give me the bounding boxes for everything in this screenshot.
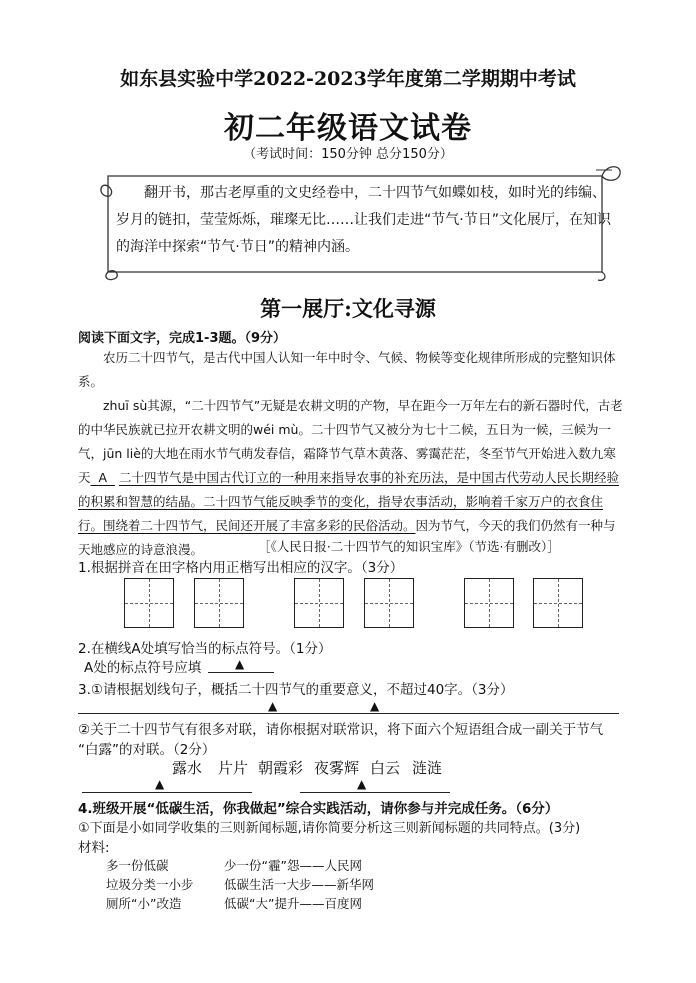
tianzige-box[interactable] [533,578,583,628]
answer-marker: ▲ [370,699,380,713]
phrase-2: 片片 [218,759,249,777]
material-right: 少一份“霾”怨——人民网 [224,858,362,873]
question-3b: ②关于二十四节气有很多对联，请你根据对联常识，将下面六个短语组合成一副关于节气 [78,722,604,738]
answer-line[interactable] [82,792,252,793]
question-3: 3.①请根据划线句子，概括二十四节气的重要意义，不超过40字。（3分） [78,682,514,698]
material-right: 低碳生活一大步——新华网 [224,877,375,892]
answer-marker: ▲ [268,699,278,713]
phrase-3: 朝霞彩 [258,759,304,777]
exam-info: （考试时间：150分钟 总分150分） [243,147,453,162]
phrase-1: 露水 [172,759,203,777]
material-left: 多一份低碳 [106,858,169,873]
intro-text: 翻开书，那古老厚重的文史经卷中，二十四节气如蝶如枝，如时光的纬编、岁月的链扣，莹莹烁烁，璀璨无比……让我们走进“节气·节日”文化展厅，在知识的海洋中探索“节气·节日”的精神内涵。 [116,185,611,255]
exam-title: 初二年级语文试卷 [224,111,472,146]
material-right: 低碳“大”提升——百度网 [224,896,362,911]
underlined-sentence: 二十四节气是中国古代订立的一种用来指导农事的补充历法，是中国古代劳动人民长期经验的积累和智慧的结晶。二十四节气能反映季节的变化，指导农事活动，影响着千家万户的衣食住行。围绕着二十四节气，民间还开展了丰富多彩的民俗活动。 [78,470,619,533]
tianzige-box[interactable] [464,578,514,628]
phrase-5: 白云 [370,759,401,777]
material-left: 垃圾分类一小步 [106,877,194,892]
paragraph-1: 农历二十四节气，是古代中国人认知一年中时令、气候、物候等变化规律所形成的完整知识体系。 [78,350,616,389]
answer-marker: ▲ [235,657,245,671]
paragraph-2-part-a: zhuī sù其源，“二十四节气”无疑是农耕文明的产物，早在距今一万年左右的新石器时代，古老的中华民族就已拉开农耕文明的wéi mù。二十四节气又被分为七十二候，五日为一候，三候为一气，jūn liè的大地在雨水节气萌发春信，霜降节气草木黄落、雾霭茫茫，冬至节气开始进入数九寒天 [78,398,623,485]
school-title: 如东县实验中学2022-2023学年度第二学期期中考试 [120,68,576,90]
tianzige-box[interactable] [294,578,344,628]
blank-a-label: A [98,470,108,485]
source-citation: ［《人民日报·二十四节气的知识宝库》（节选·有删改）］ [258,539,560,554]
question-2-prompt: A处的标点符号应填 [84,660,202,676]
phrase-6: 涟涟 [412,759,443,777]
answer-line[interactable] [208,672,274,673]
answer-marker: ▲ [357,777,367,791]
question-2: 2.在横线A处填写恰当的标点符号。（1分） [78,641,332,657]
question-4: 4.班级开展“低碳生活，你我做起”综合实践活动，请你参与并完成任务。（6分） [78,801,559,817]
tianzige-box[interactable] [194,578,244,628]
answer-line[interactable] [300,792,450,793]
question-4-1: ①下面是小如同学收集的三则新闻标题,请你简要分析这三则新闻标题的共同特点。(3分) [78,821,581,836]
answer-marker: ▲ [155,777,165,791]
blank-a [91,470,115,485]
section-title: 第一展厅:文化寻源 [260,296,436,321]
tianzige-box[interactable] [124,578,174,628]
reading-instruction: 阅读下面文字，完成1-3题。（9分） [78,331,287,346]
phrase-4: 夜雾辉 [314,759,360,777]
question-3b-cont: “白露”的对联。（2分） [78,742,216,758]
paragraph-2-part-c: 因为节气，今天的我们仍然有一种与天地感应的诗意浪漫。 [78,518,616,557]
material-left: 厕所“小”改造 [106,896,182,911]
answer-line[interactable] [78,713,619,714]
question-1: 1.根据拼音在田字格内用正楷写出相应的汉字。（3分） [78,560,404,576]
tianzige-box[interactable] [364,578,414,628]
material-label: 材料: [78,840,110,856]
